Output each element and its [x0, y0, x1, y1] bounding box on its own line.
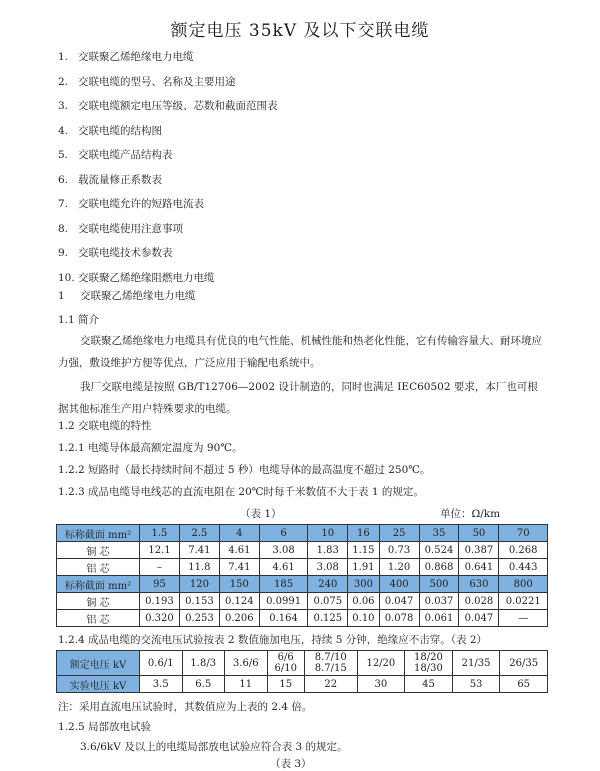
table-cell: 26/35 — [500, 651, 548, 676]
table-cell: 185 — [259, 576, 308, 593]
table-cell: 6/6 6/10 — [267, 651, 304, 676]
table-cell: 0.075 — [308, 593, 348, 610]
table-cell: 35 — [419, 525, 459, 542]
table-cell: 18/20 18/30 — [405, 651, 453, 676]
table-cell: 15 — [267, 676, 304, 693]
toc-item — [58, 168, 278, 193]
table-row-label: 标称截面 mm² — [57, 525, 140, 542]
toc-item-number: 5. — [58, 149, 69, 161]
table-cell: 1.20 — [379, 559, 419, 576]
table-cell: 0.868 — [419, 559, 459, 576]
toc-item — [58, 241, 278, 266]
table-row-label: 额定电压 kV — [57, 651, 140, 676]
toc-item — [58, 266, 278, 291]
table-cell: 16 — [348, 525, 379, 542]
spec-item: 3.6/6kV 及以上的电缆局部放电试验应符合表 3 的规定。 — [80, 741, 348, 753]
spec-item: 1.2.2 短路时（最长持续时间不超过 5 秒）电缆导体的最高温度不超过 250℃。 — [58, 464, 431, 476]
table-cell: 1.83 — [308, 542, 348, 559]
table-cell: 12.1 — [140, 542, 180, 559]
toc-item-label: 交联电缆的型号、名称及主要用途 — [78, 75, 236, 88]
table-cell: 0.06 — [348, 593, 379, 610]
toc-item-number: 2. — [58, 75, 69, 88]
table3-caption: （表 3） — [270, 758, 312, 770]
table-cell: 0.0991 — [259, 593, 308, 610]
table-cell: 0.0221 — [499, 593, 548, 610]
table-row — [57, 542, 548, 559]
table-cell: 0.037 — [419, 593, 459, 610]
toc-item-number: 1. — [58, 51, 69, 63]
table-cell: 1.15 — [348, 542, 379, 559]
table-cell: 12/20 — [357, 651, 405, 676]
table-cell: 22 — [304, 676, 357, 693]
spec-item: 1.2.3 成品电缆导电线芯的直流电阻在 20℃时每千米数值不大于表 1 的规定。 — [58, 486, 424, 498]
toc-item — [58, 94, 278, 119]
table-row-label: 铜 芯 — [57, 593, 140, 610]
section-title: 交联聚乙烯绝缘电力电缆 — [80, 290, 196, 302]
table-cell: 7.41 — [179, 542, 219, 559]
table-cell: 500 — [419, 576, 459, 593]
toc-item-label: 交联电缆额定电压等级、芯数和截面范围表 — [78, 100, 278, 112]
table-cell: 4 — [219, 525, 259, 542]
table-cell: 400 — [379, 576, 419, 593]
table-row — [57, 651, 548, 676]
toc-item — [58, 45, 278, 70]
table-cell: 7.41 — [219, 559, 259, 576]
table-cell: 150 — [219, 576, 259, 593]
table-cell: 120 — [179, 576, 219, 593]
subsection-heading: 1.2.5 局部放电试验 — [58, 721, 152, 733]
table-cell: 4.61 — [259, 559, 308, 576]
table-cell: 0.641 — [459, 559, 499, 576]
toc-item-label: 交联电缆使用注意事项 — [78, 222, 183, 235]
intro-paragraph-2: 我厂交联电缆是按照 GB/T12706—2002 设计制造的，同时也满足 IEC60502 要求，本厂也可根据其他标准生产用户特殊要求的电缆。 — [58, 381, 538, 415]
resistance-table — [56, 524, 548, 627]
table-cell: 0.124 — [219, 593, 259, 610]
table-cell: 2.5 — [179, 525, 219, 542]
table-cell: 30 — [357, 676, 405, 693]
toc-item — [58, 143, 278, 168]
voltage-test-table — [56, 650, 548, 693]
toc-item — [58, 70, 278, 95]
table-cell: 3.5 — [140, 676, 183, 693]
table-cell: 6.5 — [182, 676, 225, 693]
table-cell: 3.08 — [308, 559, 348, 576]
table-cell: 53 — [452, 676, 500, 693]
toc-item-number: 7. — [58, 198, 69, 210]
table1-caption: （表 1） — [240, 508, 282, 520]
table-row-label: 铝 芯 — [57, 559, 140, 576]
toc-item-number: 3. — [58, 100, 69, 112]
table-cell: 0.320 — [140, 610, 180, 627]
table-row — [57, 676, 548, 693]
table-cell: 0.153 — [179, 593, 219, 610]
table-cell: 3.6/6 — [225, 651, 268, 676]
table-cell: 45 — [405, 676, 453, 693]
table-note: 注：采用直流电压试验时，其数值应为上表的 2.4 倍。 — [58, 701, 313, 713]
table-cell: 50 — [459, 525, 499, 542]
toc-item-label: 交联电缆产品结构表 — [78, 149, 173, 161]
table-cell: 70 — [499, 525, 548, 542]
table-cell: 0.206 — [219, 610, 259, 627]
table-cell: 11.8 — [179, 559, 219, 576]
intro-paragraph-1: 交联聚乙烯绝缘电力电缆具有优良的电气性能、机械性能和热老化性能，它有传输容量大、耐环境应力强，敷设维护方便等优点，广泛应用于输配电系统中。 — [58, 335, 542, 369]
table-cell: 0.078 — [379, 610, 419, 627]
table-cell: 1.5 — [140, 525, 180, 542]
table-cell: 10 — [308, 525, 348, 542]
table-cell: 0.193 — [140, 593, 180, 610]
table-cell: 630 — [459, 576, 499, 593]
table-cell: 25 — [379, 525, 419, 542]
table-cell: 0.387 — [459, 542, 499, 559]
table-cell: – — [140, 559, 180, 576]
table-row-label: 铝 芯 — [57, 610, 140, 627]
table-row-label: 实验电压 kV — [57, 676, 140, 693]
table-cell: 300 — [348, 576, 379, 593]
table-row-label: 标称截面 mm² — [57, 576, 140, 593]
toc-item-number: 4. — [58, 124, 69, 137]
spec-item: 1.2.4 成品电缆的交流电压试验按表 2 数值施加电压，持续 5 分钟，绝缘应不击穿。（表 2） — [58, 634, 488, 646]
table-cell: 3.08 — [259, 542, 308, 559]
subsection-heading: 1.1 简介 — [58, 314, 100, 326]
table-cell: 1.91 — [348, 559, 379, 576]
table-cell: 8.7/10 8.7/15 — [304, 651, 357, 676]
table-cell: 0.6/1 — [140, 651, 183, 676]
subsection-heading: 1.2 交联电缆的特性 — [58, 420, 152, 432]
toc-item-label: 交联电缆技术参数表 — [78, 247, 173, 259]
table-cell: — — [499, 610, 548, 627]
toc-item — [58, 192, 278, 217]
toc-item — [58, 119, 278, 144]
table-cell: 0.253 — [179, 610, 219, 627]
table-cell: 65 — [500, 676, 548, 693]
table-cell: 1.8/3 — [182, 651, 225, 676]
table-cell: 0.268 — [499, 542, 548, 559]
table-cell: 21/35 — [452, 651, 500, 676]
table-cell: 0.524 — [419, 542, 459, 559]
table-cell: 11 — [225, 676, 268, 693]
toc-item-label: 载流量修正系数表 — [78, 173, 162, 186]
table-cell: 240 — [308, 576, 348, 593]
table-row — [57, 610, 548, 627]
table-of-contents — [58, 45, 278, 290]
table-cell: 0.061 — [419, 610, 459, 627]
table-cell: 0.73 — [379, 542, 419, 559]
table-cell: 0.047 — [379, 593, 419, 610]
table-row — [57, 576, 548, 593]
toc-item-number: 9. — [58, 247, 69, 259]
table-row-label: 铜 芯 — [57, 542, 140, 559]
table-cell: 0.125 — [308, 610, 348, 627]
section-number: 1 — [58, 290, 65, 302]
table-cell: 0.10 — [348, 610, 379, 627]
table-row — [57, 593, 548, 610]
table-row — [57, 525, 548, 542]
section-heading — [58, 288, 196, 303]
table-cell: 0.443 — [499, 559, 548, 576]
table-cell: 0.164 — [259, 610, 308, 627]
table-cell: 0.047 — [459, 610, 499, 627]
toc-item-label: 交联聚乙烯绝缘电力电缆 — [78, 51, 194, 63]
spec-item: 1.2.1 电缆导体最高额定温度为 90℃。 — [58, 442, 243, 454]
toc-item-number: 10. — [58, 271, 75, 284]
toc-item-label: 交联聚乙烯绝缘阻燃电力电缆 — [78, 271, 215, 284]
table-cell: 4.61 — [219, 542, 259, 559]
table-cell: 95 — [140, 576, 180, 593]
toc-item-number: 8. — [58, 222, 69, 235]
table-cell: 6 — [259, 525, 308, 542]
table1-unit: 单位：Ω/km — [440, 508, 501, 520]
toc-item-number: 6. — [58, 173, 69, 186]
table-row — [57, 559, 548, 576]
toc-item-label: 交联电缆允许的短路电流表 — [78, 198, 204, 210]
page-title: 额定电压 35kV 及以下交联电缆 — [170, 21, 430, 41]
toc-item — [58, 217, 278, 242]
table-cell: 0.028 — [459, 593, 499, 610]
toc-item-label: 交联电缆的结构图 — [78, 124, 162, 137]
table-cell: 800 — [499, 576, 548, 593]
